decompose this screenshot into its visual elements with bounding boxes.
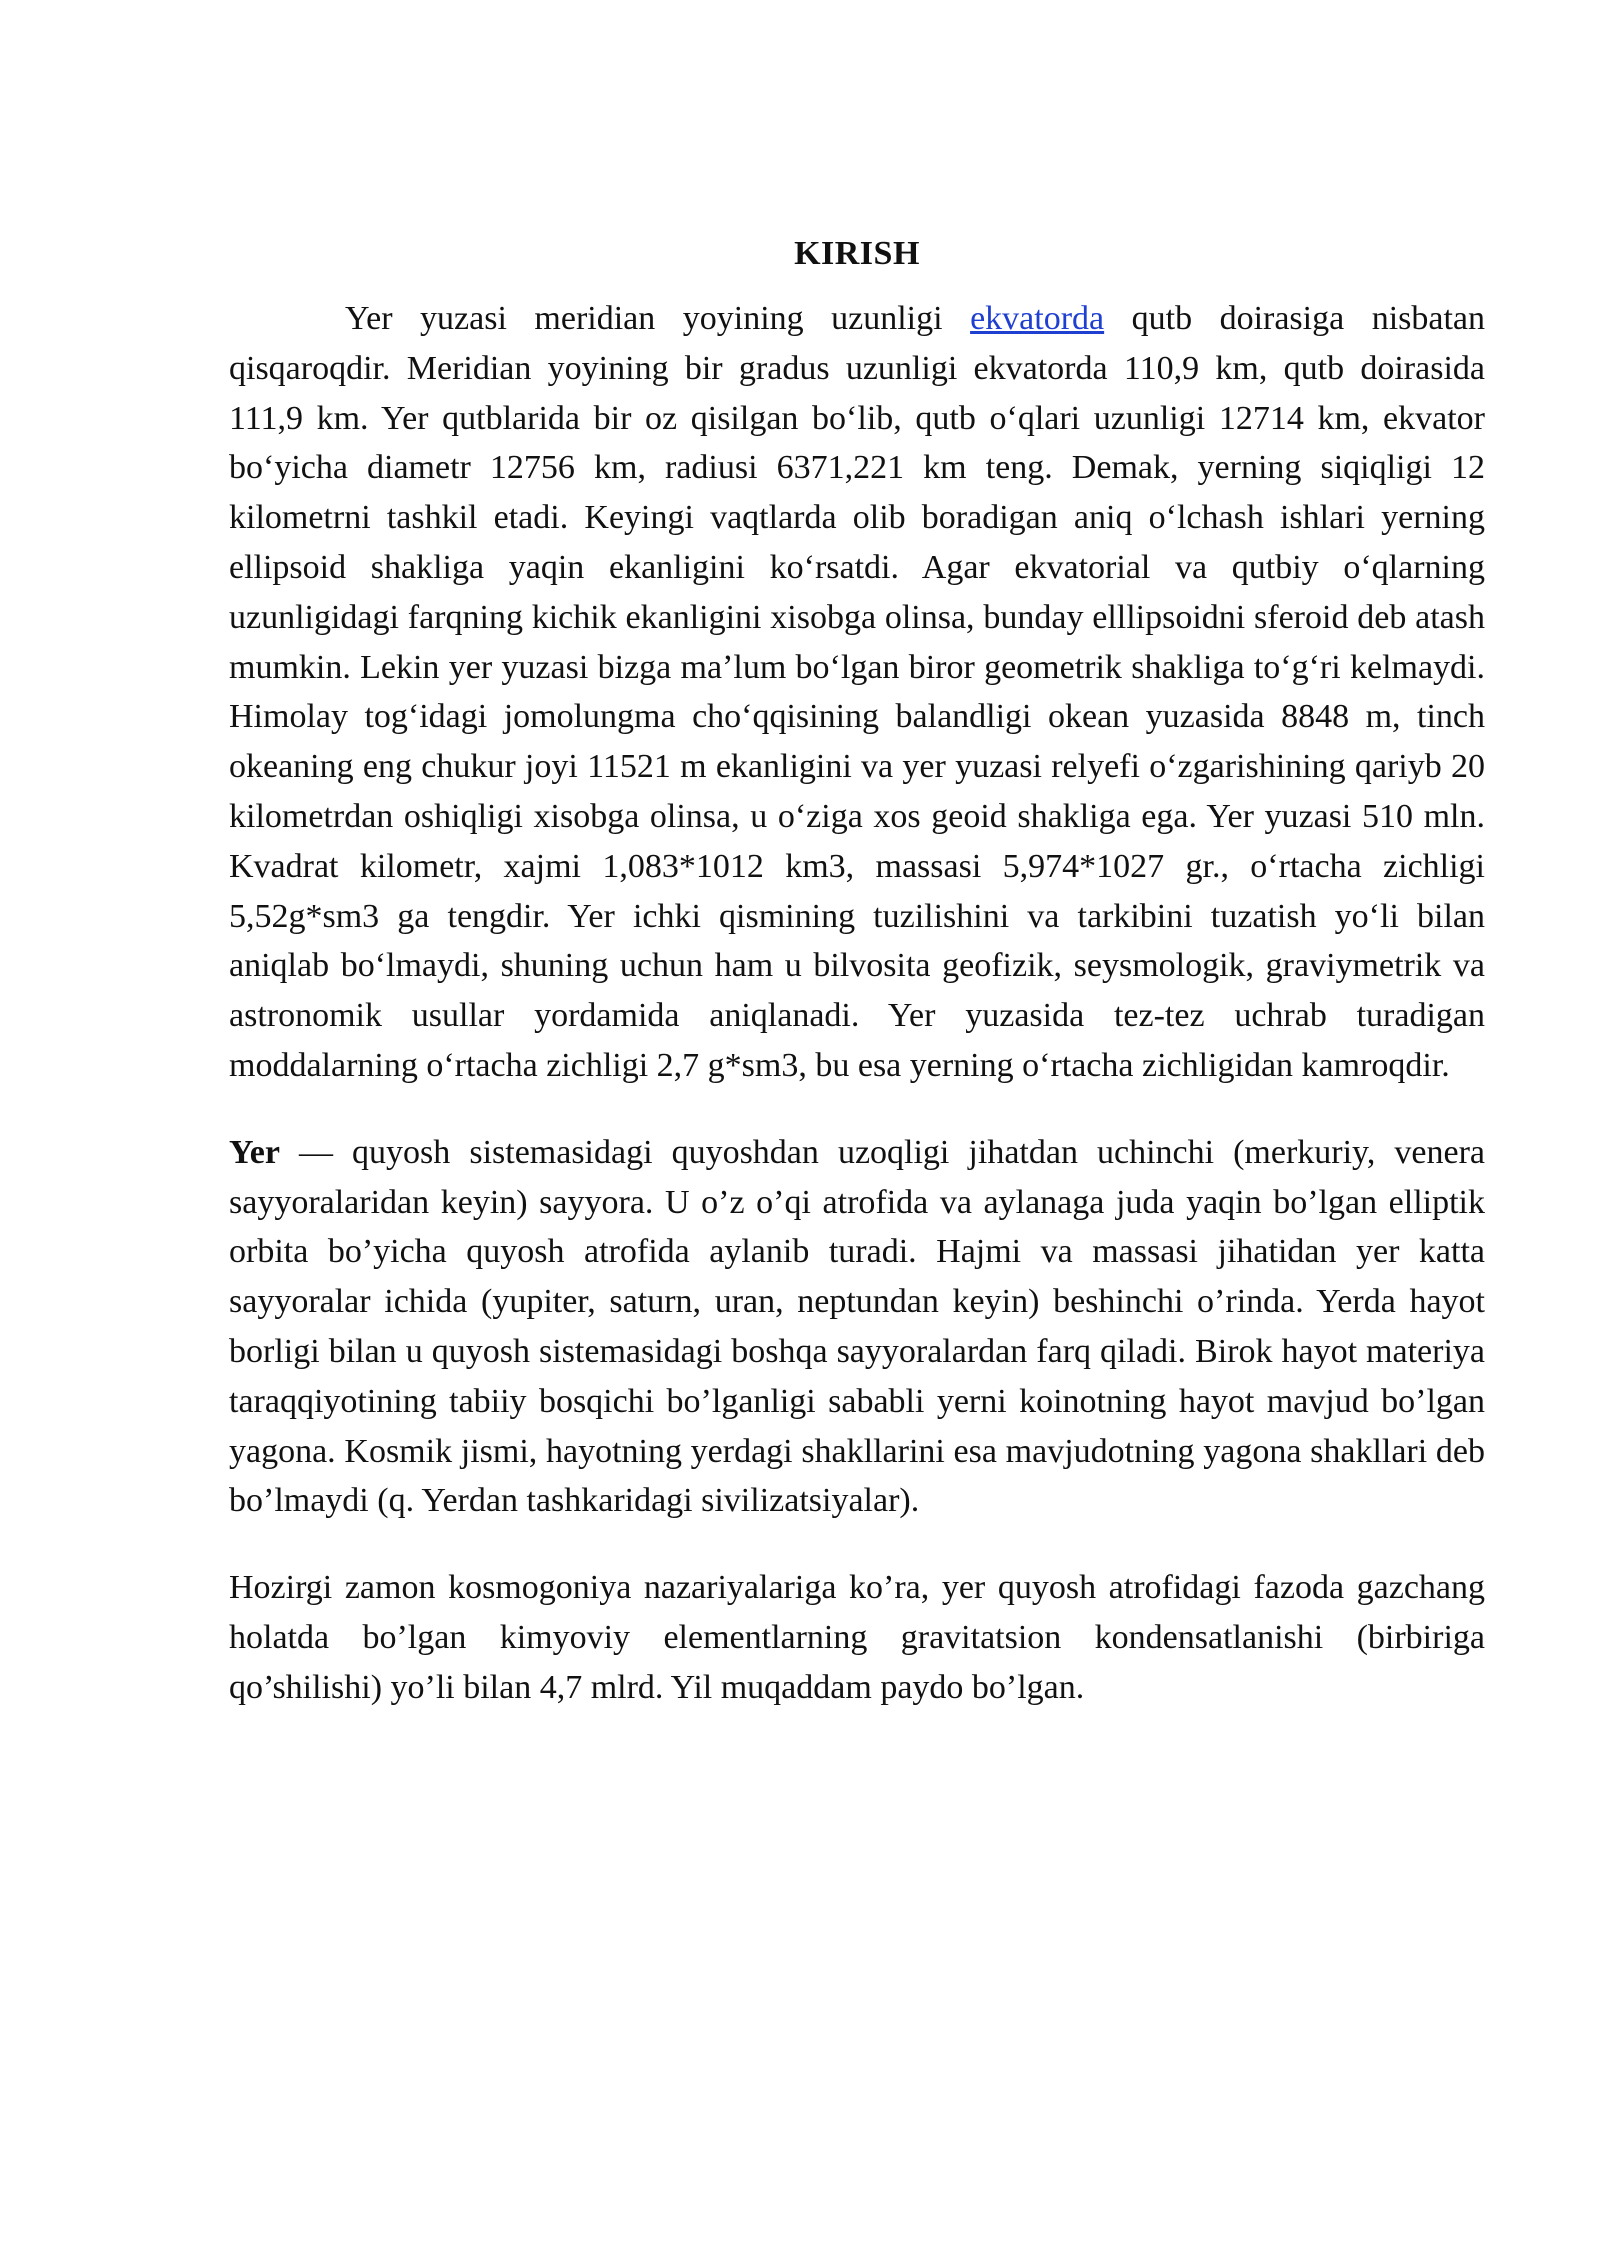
document-page <box>229 232 1485 1713</box>
paragraph-intro-rest: qutb doirasiga nisbatan qisqaroqdir. Meridian yoyining bir gradus uzunligi ekvatorda 110,9 km, qutb doirasida 111,9 km. Yer qutblarida bir oz qisilgan boʻlib, qutb oʻqlari uzunligi 12714 km, ekvator boʻyicha diametr 12756 km, radiusi 6371,221 km teng. Demak, yerning siqiqligi 12 kilometrni tashkil etadi. Keyingi vaqtlarda olib boradigan aniq oʻlchash ishlari yerning ellipsoid shakliga yaqin ekanligini koʻrsatdi. Agar ekvatorial va qutbiy oʻqlarning uzunligidagi farqning kichik ekanligini xisobga olinsa, bunday elllipsoidni sferoid deb atash mumkin. Lekin yer yuzasi bizga maʼlum boʻlgan biror geometrik shakliga toʻgʻri kelmaydi. Himolay togʻidagi jomolungma choʻqqisining balandligi okean yuzasida 8848 m, tinch okeaning eng chukur joyi 11521 m ekanligini va yer yuzasi relyefi oʻzgarishining qariyb 20 kilometrdan oshiqligi xisobga olinsa, u oʻziga xos geoid shakliga ega. Yer yuzasi 510 mln. Kvadrat kilometr, xajmi 1,083*1012 km3, massasi 5,974*1027 gr., oʻrtacha zichligi 5,52g*sm3 ga tengdir. Yer ichki qismining tuzilishini va tarkibini tuzatish yoʻli bilan aniqlab boʻlmaydi, shuning uchun ham u bilvosita geofizik, seysmologik, graviymetrik va astronomik usullar yordamida aniqlanadi. Yer yuzasida tez-tez uchrab turadigan moddalarning oʻrtacha zichligi 2,7 g*sm3, bu esa yerning oʻrtacha zichligidan kamroqdir. <box>229 300 1485 1084</box>
paragraph-yer-text: — quyosh sistemasidagi quyoshdan uzoqligi jihatdan uchinchi (merkuriy, venera sayyoralaridan keyin) sayyora. U o’z o’qi atrofida va aylanaga juda yaqin bo’lgan elliptik orbita bo’yicha quyosh atrofida aylanib turadi. Hajmi va massasi jihatidan yer katta sayyoralar ichida (yupiter, saturn, uran, neptundan keyin) beshinchi o’rinda. Yerda hayot borligi bilan u quyosh sistemasidagi boshqa sayyoralardan farq qiladi. Birok hayot materiya taraqqiyotining tabiiy bosqichi bo’lganligi sababli yerni koinotning hayot mavjud bo’lgan yagona. Kosmik jismi, hayotning yerdagi shakllarini esa mavjudotning yagona shakllari deb bo’lmaydi (q. Yerdan tashkaridagi sivilizatsiyalar). <box>229 1133 1485 1520</box>
page-title: KIRISH <box>794 235 920 272</box>
ekvatorda-link[interactable]: ekvatorda <box>970 300 1105 337</box>
paragraph-intro <box>229 294 1485 1091</box>
paragraph-intro-start: Yer yuzasi meridian yoyining uzunligi <box>345 300 971 337</box>
bold-term-yer: Yer <box>229 1133 280 1171</box>
paragraph-yer <box>229 1128 1485 1526</box>
paragraph-kosmogoniya <box>229 1563 1485 1712</box>
paragraph-kosmogoniya-text: Hozirgi zamon kosmogoniya nazariyalariga ko’ra, yer quyosh atrofidagi fazoda gazchang holatda bo’lgan kimyoviy elementlarning gravitatsion kondensatlanishi (birbiriga qo’shilishi) yo’li bilan 4,7 mlrd. Yil muqaddam paydo bo’lgan. <box>229 1569 1485 1706</box>
